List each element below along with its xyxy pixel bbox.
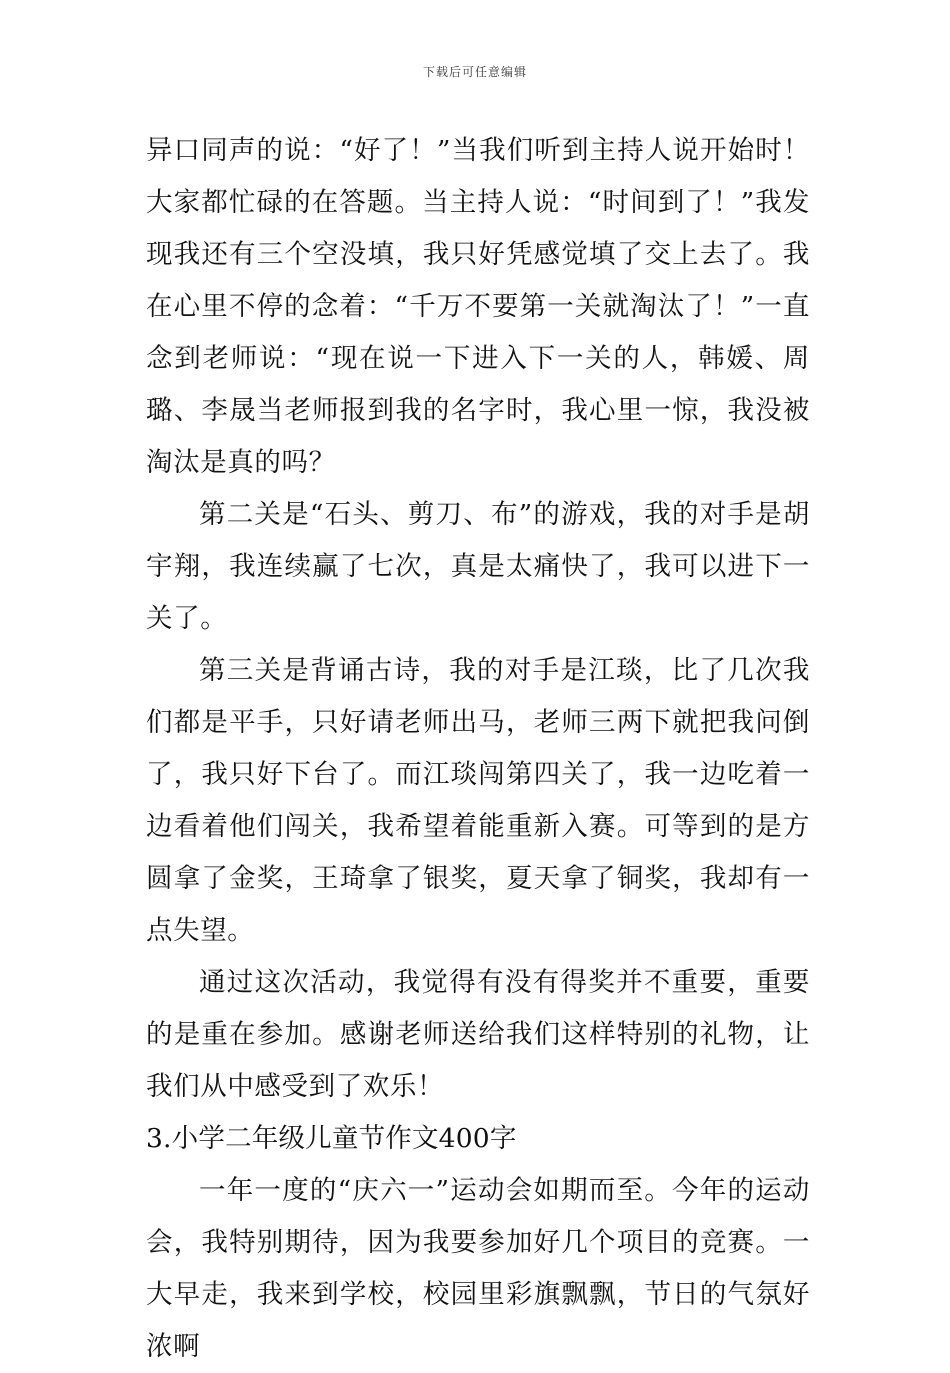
section-heading: 3.小学二年级儿童节作文400字 <box>146 1123 517 1154</box>
paragraph: 异口同声的说：“好了！”当我们听到主持人说开始时！大家都忙碌的在答题。当主持人说：“时间到了！”我发现我还有三个空没填，我只好凭感觉填了交上去了。我在心里不停的念着：“千万不要第一关就淘汰了！”一直念到老师说：“现在说一下进入下一关的人，韩媛、周璐、李晟当老师报到我的名字时，我心里一惊，我没被淘汰是真的吗？ <box>146 135 810 478</box>
paragraph: 第二关是“石头、剪刀、布”的游戏，我的对手是胡宇翔，我连续赢了七次，真是太痛快了，我可以进下一关了。 <box>146 499 810 634</box>
paragraph: 第三关是背诵古诗，我的对手是江琰，比了几次我们都是平手，只好请老师出马，老师三两下就把我问倒了，我只好下台了。而江琰闯第四关了，我一边吃着一边看着他们闯关，我希望着能重新入赛。可等到的是方圆拿了金奖，王琦拿了银奖，夏天拿了铜奖，我却有一点失望。 <box>146 655 810 946</box>
paragraph: 一年一度的“庆六一”运动会如期而至。今年的运动会，我特别期待，因为我要参加好几个项目的竞赛。一大早走，我来到学校，校园里彩旗飘飘，节日的气氛好浓啊 <box>146 1175 810 1362</box>
page-header: 下载后可任意编辑 <box>422 65 527 79</box>
document-body <box>146 125 810 1373</box>
paragraph: 通过这次活动，我觉得有没有得奖并不重要，重要的是重在参加。感谢老师送给我们这样特别的礼物，让我们从中感受到了欢乐！ <box>146 967 810 1102</box>
